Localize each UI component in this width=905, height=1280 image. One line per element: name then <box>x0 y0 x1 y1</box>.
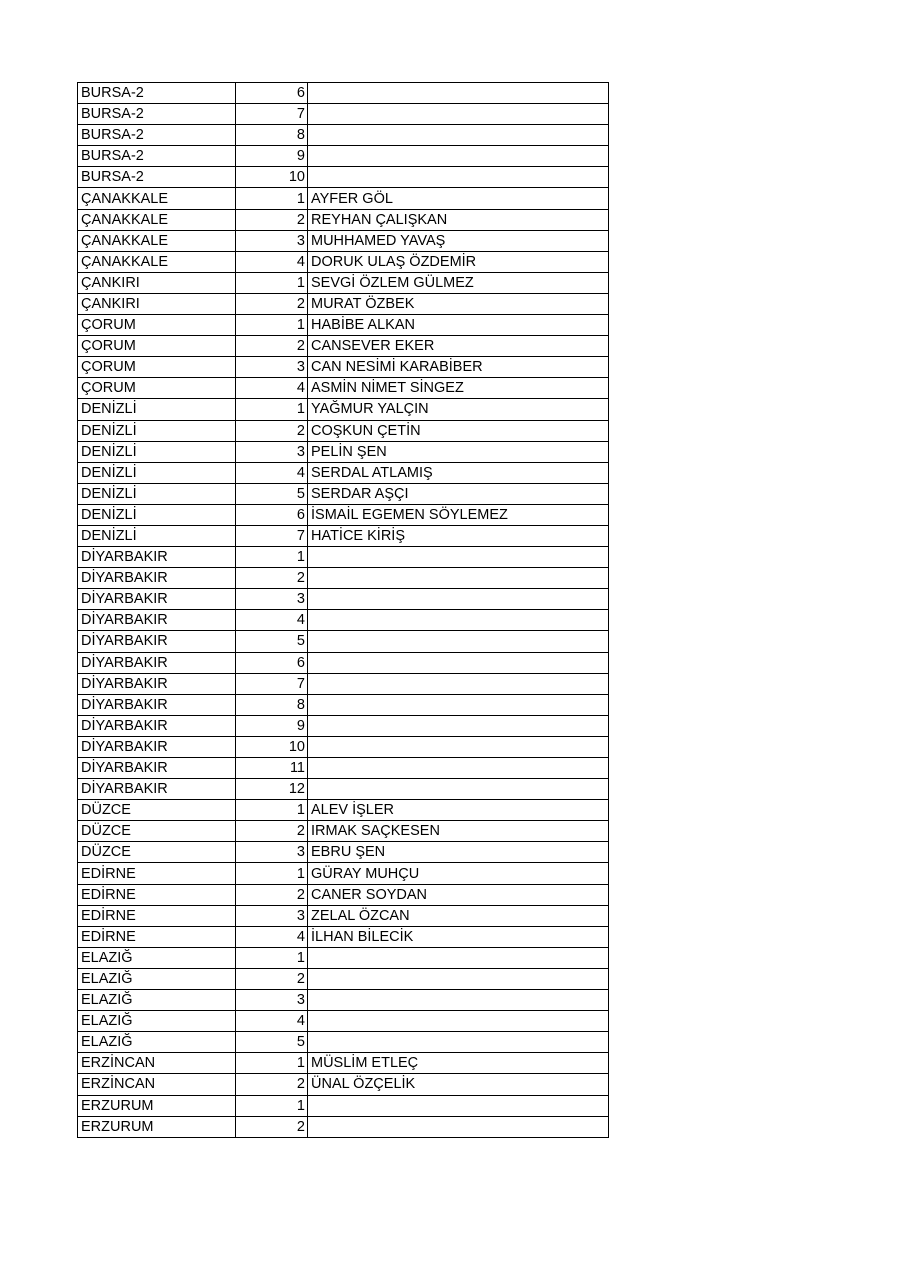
table-row <box>78 293 609 314</box>
number-cell: 7 <box>236 673 308 694</box>
name-cell <box>308 652 609 673</box>
number-cell: 2 <box>236 821 308 842</box>
number-cell: 12 <box>236 779 308 800</box>
name-cell: REYHAN ÇALIŞKAN <box>308 209 609 230</box>
table-row <box>78 125 609 146</box>
table-row <box>78 462 609 483</box>
name-cell: ÜNAL ÖZÇELİK <box>308 1074 609 1095</box>
province-cell: ELAZIĞ <box>78 990 236 1011</box>
province-cell: DÜZCE <box>78 800 236 821</box>
province-cell: DENİZLİ <box>78 462 236 483</box>
province-cell: ÇORUM <box>78 336 236 357</box>
number-cell: 4 <box>236 251 308 272</box>
table-row <box>78 1074 609 1095</box>
number-cell: 3 <box>236 441 308 462</box>
number-cell: 5 <box>236 483 308 504</box>
name-cell <box>308 715 609 736</box>
number-cell: 4 <box>236 378 308 399</box>
name-cell: GÜRAY MUHÇU <box>308 863 609 884</box>
province-cell: ERZİNCAN <box>78 1074 236 1095</box>
province-cell: DİYARBAKIR <box>78 631 236 652</box>
province-cell: ÇORUM <box>78 357 236 378</box>
province-cell: BURSA-2 <box>78 146 236 167</box>
name-cell <box>308 167 609 188</box>
name-cell <box>308 568 609 589</box>
table-row <box>78 1032 609 1053</box>
name-cell <box>308 968 609 989</box>
name-cell: İSMAİL EGEMEN SÖYLEMEZ <box>308 504 609 525</box>
table-row <box>78 146 609 167</box>
candidate-table-body <box>78 83 609 1138</box>
number-cell: 1 <box>236 1095 308 1116</box>
table-row <box>78 758 609 779</box>
name-cell <box>308 947 609 968</box>
name-cell <box>308 1116 609 1137</box>
number-cell: 2 <box>236 1116 308 1137</box>
province-cell: ÇANAKKALE <box>78 230 236 251</box>
number-cell: 8 <box>236 125 308 146</box>
number-cell: 2 <box>236 336 308 357</box>
name-cell: COŞKUN ÇETİN <box>308 420 609 441</box>
name-cell: İLHAN BİLECİK <box>308 926 609 947</box>
candidate-table <box>77 82 609 1138</box>
name-cell: MUHHAMED YAVAŞ <box>308 230 609 251</box>
number-cell: 1 <box>236 800 308 821</box>
number-cell: 6 <box>236 504 308 525</box>
province-cell: DİYARBAKIR <box>78 758 236 779</box>
name-cell: PELİN ŞEN <box>308 441 609 462</box>
name-cell: ASMİN NİMET SİNGEZ <box>308 378 609 399</box>
table-row <box>78 926 609 947</box>
table-row <box>78 230 609 251</box>
province-cell: ÇORUM <box>78 378 236 399</box>
table-row <box>78 1053 609 1074</box>
number-cell: 7 <box>236 104 308 125</box>
table-row <box>78 399 609 420</box>
table-row <box>78 779 609 800</box>
province-cell: ELAZIĞ <box>78 1011 236 1032</box>
table-row <box>78 441 609 462</box>
table-row <box>78 1095 609 1116</box>
table-row <box>78 504 609 525</box>
province-cell: EDİRNE <box>78 884 236 905</box>
table-row <box>78 694 609 715</box>
table-row <box>78 357 609 378</box>
name-cell <box>308 673 609 694</box>
province-cell: EDİRNE <box>78 926 236 947</box>
province-cell: DÜZCE <box>78 821 236 842</box>
name-cell <box>308 758 609 779</box>
table-row <box>78 104 609 125</box>
province-cell: DENİZLİ <box>78 483 236 504</box>
province-cell: ELAZIĞ <box>78 1032 236 1053</box>
name-cell: HABİBE ALKAN <box>308 315 609 336</box>
number-cell: 2 <box>236 884 308 905</box>
name-cell: EBRU ŞEN <box>308 842 609 863</box>
province-cell: DİYARBAKIR <box>78 589 236 610</box>
province-cell: DENİZLİ <box>78 420 236 441</box>
number-cell: 11 <box>236 758 308 779</box>
name-cell <box>308 779 609 800</box>
table-row <box>78 631 609 652</box>
number-cell: 6 <box>236 83 308 104</box>
table-row <box>78 167 609 188</box>
province-cell: BURSA-2 <box>78 83 236 104</box>
province-cell: DİYARBAKIR <box>78 694 236 715</box>
table-row <box>78 863 609 884</box>
table-row <box>78 209 609 230</box>
table-row <box>78 715 609 736</box>
province-cell: ÇORUM <box>78 315 236 336</box>
table-row <box>78 251 609 272</box>
number-cell: 2 <box>236 209 308 230</box>
table-row <box>78 272 609 293</box>
number-cell: 1 <box>236 272 308 293</box>
province-cell: DENİZLİ <box>78 399 236 420</box>
name-cell <box>308 125 609 146</box>
province-cell: DİYARBAKIR <box>78 779 236 800</box>
name-cell <box>308 990 609 1011</box>
province-cell: ERZURUM <box>78 1095 236 1116</box>
number-cell: 4 <box>236 462 308 483</box>
number-cell: 2 <box>236 420 308 441</box>
number-cell: 2 <box>236 968 308 989</box>
number-cell: 1 <box>236 947 308 968</box>
name-cell <box>308 1095 609 1116</box>
table-row <box>78 1116 609 1137</box>
number-cell: 6 <box>236 652 308 673</box>
province-cell: BURSA-2 <box>78 104 236 125</box>
table-row <box>78 673 609 694</box>
number-cell: 9 <box>236 715 308 736</box>
number-cell: 3 <box>236 589 308 610</box>
province-cell: DÜZCE <box>78 842 236 863</box>
number-cell: 10 <box>236 736 308 757</box>
table-row <box>78 652 609 673</box>
table-row <box>78 525 609 546</box>
name-cell: CANSEVER EKER <box>308 336 609 357</box>
table-row <box>78 842 609 863</box>
name-cell: DORUK ULAŞ ÖZDEMİR <box>308 251 609 272</box>
number-cell: 9 <box>236 146 308 167</box>
number-cell: 1 <box>236 863 308 884</box>
number-cell: 2 <box>236 568 308 589</box>
number-cell: 5 <box>236 631 308 652</box>
number-cell: 1 <box>236 399 308 420</box>
table-row <box>78 947 609 968</box>
name-cell: ZELAL ÖZCAN <box>308 905 609 926</box>
province-cell: ÇANAKKALE <box>78 188 236 209</box>
name-cell: SEVGİ ÖZLEM GÜLMEZ <box>308 272 609 293</box>
number-cell: 3 <box>236 230 308 251</box>
table-row <box>78 990 609 1011</box>
name-cell: CANER SOYDAN <box>308 884 609 905</box>
province-cell: DENİZLİ <box>78 525 236 546</box>
name-cell: MÜSLİM ETLEÇ <box>308 1053 609 1074</box>
number-cell: 3 <box>236 357 308 378</box>
number-cell: 1 <box>236 547 308 568</box>
name-cell <box>308 104 609 125</box>
number-cell: 2 <box>236 293 308 314</box>
table-row <box>78 483 609 504</box>
name-cell: AYFER GÖL <box>308 188 609 209</box>
province-cell: ÇANAKKALE <box>78 209 236 230</box>
table-row <box>78 188 609 209</box>
name-cell <box>308 610 609 631</box>
table-row <box>78 378 609 399</box>
name-cell: CAN NESİMİ KARABİBER <box>308 357 609 378</box>
table-row <box>78 83 609 104</box>
province-cell: DİYARBAKIR <box>78 547 236 568</box>
province-cell: ÇANKIRI <box>78 272 236 293</box>
table-row <box>78 821 609 842</box>
number-cell: 1 <box>236 1053 308 1074</box>
number-cell: 3 <box>236 905 308 926</box>
name-cell <box>308 146 609 167</box>
province-cell: DİYARBAKIR <box>78 568 236 589</box>
name-cell <box>308 1011 609 1032</box>
number-cell: 10 <box>236 167 308 188</box>
table-row <box>78 315 609 336</box>
name-cell: MURAT ÖZBEK <box>308 293 609 314</box>
province-cell: EDİRNE <box>78 905 236 926</box>
table-row <box>78 610 609 631</box>
number-cell: 7 <box>236 525 308 546</box>
table-row <box>78 589 609 610</box>
province-cell: DİYARBAKIR <box>78 715 236 736</box>
table-row <box>78 884 609 905</box>
province-cell: DENİZLİ <box>78 441 236 462</box>
province-cell: ERZURUM <box>78 1116 236 1137</box>
table-row <box>78 420 609 441</box>
name-cell: SERDAL ATLAMIŞ <box>308 462 609 483</box>
name-cell <box>308 694 609 715</box>
number-cell: 3 <box>236 990 308 1011</box>
number-cell: 5 <box>236 1032 308 1053</box>
number-cell: 1 <box>236 315 308 336</box>
name-cell: SERDAR AŞÇI <box>308 483 609 504</box>
province-cell: BURSA-2 <box>78 167 236 188</box>
name-cell: IRMAK SAÇKESEN <box>308 821 609 842</box>
number-cell: 4 <box>236 1011 308 1032</box>
number-cell: 4 <box>236 926 308 947</box>
table-row <box>78 736 609 757</box>
number-cell: 4 <box>236 610 308 631</box>
number-cell: 8 <box>236 694 308 715</box>
name-cell <box>308 589 609 610</box>
province-cell: DENİZLİ <box>78 504 236 525</box>
name-cell: ALEV İŞLER <box>308 800 609 821</box>
province-cell: EDİRNE <box>78 863 236 884</box>
table-row <box>78 800 609 821</box>
table-row <box>78 1011 609 1032</box>
province-cell: DİYARBAKIR <box>78 673 236 694</box>
name-cell <box>308 547 609 568</box>
table-row <box>78 336 609 357</box>
name-cell: YAĞMUR YALÇIN <box>308 399 609 420</box>
table-row <box>78 568 609 589</box>
name-cell <box>308 736 609 757</box>
province-cell: ERZİNCAN <box>78 1053 236 1074</box>
name-cell: HATİCE KİRİŞ <box>308 525 609 546</box>
table-row <box>78 547 609 568</box>
province-cell: ÇANAKKALE <box>78 251 236 272</box>
province-cell: DİYARBAKIR <box>78 652 236 673</box>
province-cell: DİYARBAKIR <box>78 736 236 757</box>
number-cell: 2 <box>236 1074 308 1095</box>
name-cell <box>308 1032 609 1053</box>
number-cell: 3 <box>236 842 308 863</box>
name-cell <box>308 631 609 652</box>
table-row <box>78 968 609 989</box>
province-cell: DİYARBAKIR <box>78 610 236 631</box>
province-cell: BURSA-2 <box>78 125 236 146</box>
province-cell: ELAZIĞ <box>78 968 236 989</box>
number-cell: 1 <box>236 188 308 209</box>
province-cell: ELAZIĞ <box>78 947 236 968</box>
name-cell <box>308 83 609 104</box>
table-row <box>78 905 609 926</box>
province-cell: ÇANKIRI <box>78 293 236 314</box>
